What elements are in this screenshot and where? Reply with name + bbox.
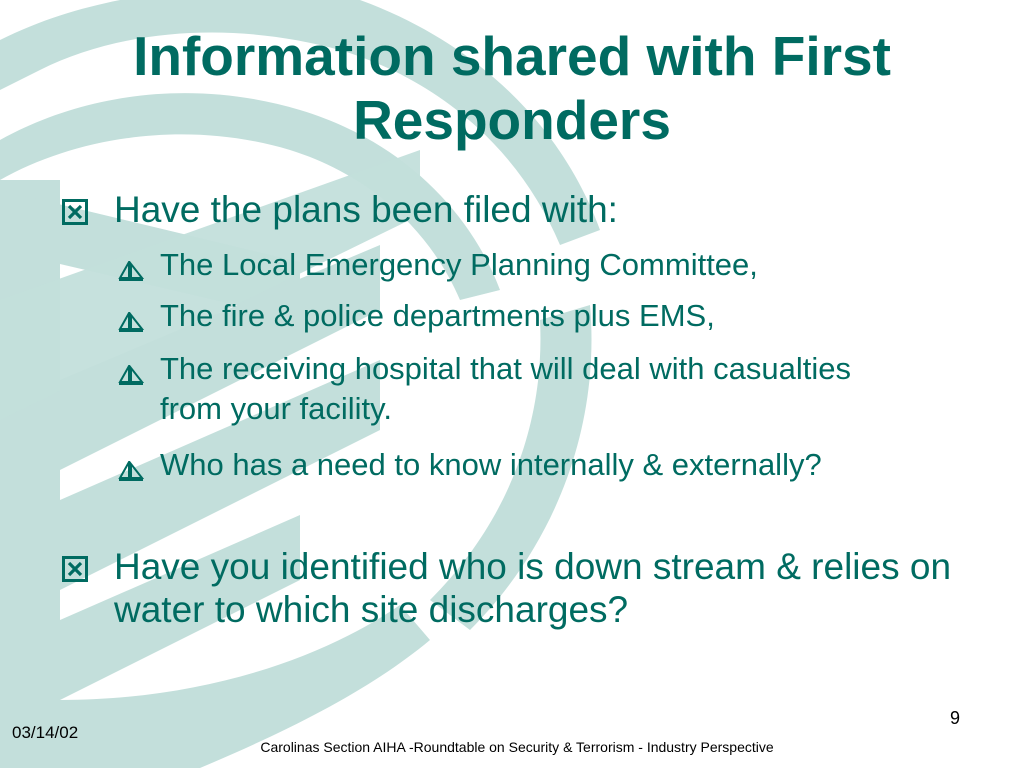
bullet-text: Who has a need to know internally & externally? bbox=[160, 447, 822, 482]
bullet-item-level2 bbox=[118, 349, 878, 429]
slide-title: Information shared with First Responders bbox=[133, 25, 891, 151]
bullet-item-level2 bbox=[118, 245, 968, 285]
checkbox-x-icon bbox=[62, 556, 88, 582]
bullet-text: Have you identified who is down stream & relies on water to which site discharges? bbox=[114, 546, 952, 630]
sailboat-icon bbox=[118, 357, 144, 379]
checkbox-x-icon bbox=[62, 199, 88, 225]
sailboat-icon bbox=[118, 453, 144, 475]
bullet-item-level2 bbox=[118, 296, 968, 336]
bullet-item-level1 bbox=[62, 188, 982, 231]
bullet-text: The receiving hospital that will deal with casualties from your facility. bbox=[160, 351, 851, 426]
bullet-text: Have the plans been filed with: bbox=[114, 189, 618, 230]
page-number: 9 bbox=[950, 708, 961, 728]
footer-date: 03/14/02 bbox=[12, 723, 79, 742]
bullet-text: The fire & police departments plus EMS, bbox=[160, 298, 715, 333]
sailboat-icon bbox=[118, 253, 144, 275]
footer-text: Carolinas Section AIHA -Roundtable on Security & Terrorism - Industry Perspective bbox=[260, 739, 774, 755]
bullet-item-level2 bbox=[118, 445, 838, 485]
bullet-text: The Local Emergency Planning Committee, bbox=[160, 247, 758, 282]
sailboat-icon bbox=[118, 304, 144, 326]
bullet-item-level1 bbox=[62, 545, 972, 631]
